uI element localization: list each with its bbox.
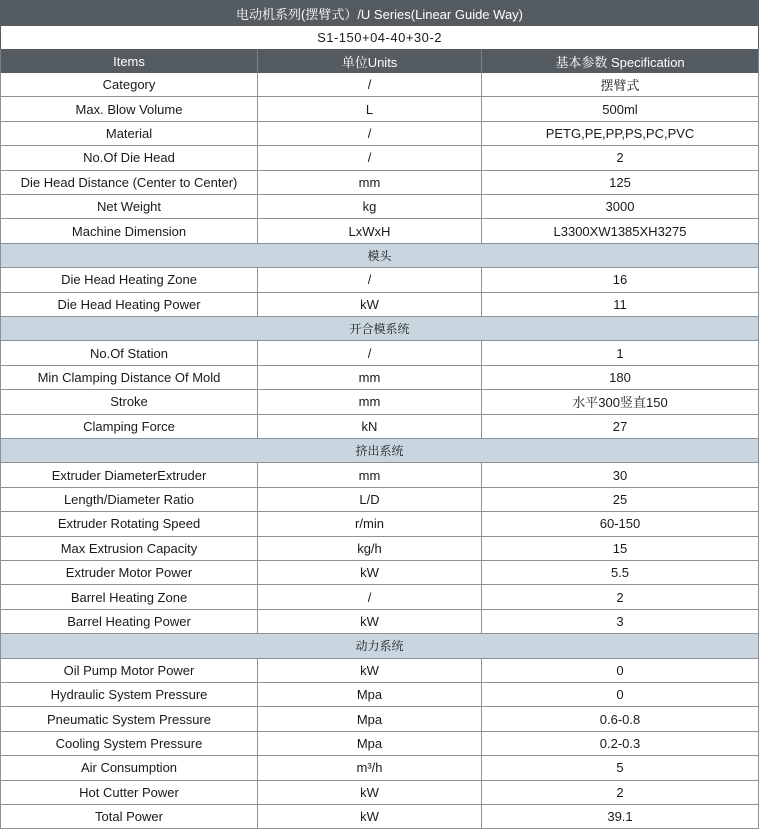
item-cell: Extruder DiameterExtruder [0, 463, 258, 486]
table-row [0, 171, 759, 195]
spec-value-cell: 25 [482, 488, 759, 511]
spec-value-cell: 0.2-0.3 [482, 732, 759, 755]
table-row [0, 707, 759, 731]
table-row [0, 341, 759, 365]
spec-value-cell: 水平300竖直150 [482, 390, 759, 413]
unit-cell: / [258, 585, 482, 608]
model-code: S1-150+04-40+30-2 [317, 30, 442, 45]
unit-cell: kW [258, 805, 482, 828]
table-row [0, 537, 759, 561]
unit-cell: kg [258, 195, 482, 218]
table-row [0, 463, 759, 487]
item-cell: Extruder Rotating Speed [0, 512, 258, 535]
unit-cell: kg/h [258, 537, 482, 560]
unit-cell: / [258, 341, 482, 364]
unit-cell: mm [258, 390, 482, 413]
spec-value-cell: 0.6-0.8 [482, 707, 759, 730]
table-row [0, 268, 759, 292]
table-row [0, 659, 759, 683]
unit-cell: / [258, 268, 482, 291]
unit-cell: kW [258, 610, 482, 633]
table-row [0, 610, 759, 634]
model-row [0, 26, 759, 49]
spec-value-cell: 39.1 [482, 805, 759, 828]
section-header-row [0, 244, 759, 268]
unit-cell: / [258, 146, 482, 169]
table-row [0, 683, 759, 707]
table-row [0, 488, 759, 512]
table-row [0, 366, 759, 390]
header-units: 单位Units [258, 49, 482, 73]
section-title: 开合模系统 [0, 317, 759, 340]
spec-value-cell: 60-150 [482, 512, 759, 535]
spec-value-cell: PETG,PE,PP,PS,PC,PVC [482, 122, 759, 145]
unit-cell: kW [258, 781, 482, 804]
unit-cell: kW [258, 293, 482, 316]
header-spec: 基本参数 Specification [482, 49, 759, 73]
item-cell: Hydraulic System Pressure [0, 683, 258, 706]
table-row [0, 561, 759, 585]
table-row [0, 781, 759, 805]
item-cell: Machine Dimension [0, 219, 258, 242]
unit-cell: Mpa [258, 683, 482, 706]
item-cell: Die Head Heating Power [0, 293, 258, 316]
spec-value-cell: 30 [482, 463, 759, 486]
spec-value-cell: 2 [482, 146, 759, 169]
section-title: 挤出系统 [0, 439, 759, 462]
spec-value-cell: L3300XW1385XH3275 [482, 219, 759, 242]
table-row [0, 512, 759, 536]
unit-cell: r/min [258, 512, 482, 535]
item-cell: Clamping Force [0, 415, 258, 438]
item-cell: No.Of Die Head [0, 146, 258, 169]
spec-value-cell: 16 [482, 268, 759, 291]
column-header-row [0, 49, 759, 73]
unit-cell: LxWxH [258, 219, 482, 242]
item-cell: Length/Diameter Ratio [0, 488, 258, 511]
spec-value-cell: 3000 [482, 195, 759, 218]
item-cell: Extruder Motor Power [0, 561, 258, 584]
item-cell: Hot Cutter Power [0, 781, 258, 804]
item-cell: Min Clamping Distance Of Mold [0, 366, 258, 389]
unit-cell: L [258, 97, 482, 120]
table-row [0, 390, 759, 414]
spec-value-cell: 0 [482, 659, 759, 682]
table-row [0, 756, 759, 780]
item-cell: Die Head Heating Zone [0, 268, 258, 291]
unit-cell: Mpa [258, 707, 482, 730]
unit-cell: mm [258, 366, 482, 389]
item-cell: Air Consumption [0, 756, 258, 779]
section-title: 动力系统 [0, 634, 759, 657]
spec-value-cell: 2 [482, 585, 759, 608]
item-cell: Max Extrusion Capacity [0, 537, 258, 560]
unit-cell: / [258, 122, 482, 145]
item-cell: Barrel Heating Power [0, 610, 258, 633]
spec-value-cell: 11 [482, 293, 759, 316]
spec-value-cell: 5.5 [482, 561, 759, 584]
spec-value-cell: 125 [482, 171, 759, 194]
spec-value-cell: 1 [482, 341, 759, 364]
item-cell: Barrel Heating Zone [0, 585, 258, 608]
spec-value-cell: 5 [482, 756, 759, 779]
table-row [0, 195, 759, 219]
spec-value-cell: 27 [482, 415, 759, 438]
unit-cell: mm [258, 171, 482, 194]
unit-cell: kW [258, 561, 482, 584]
section-header-row [0, 439, 759, 463]
unit-cell: L/D [258, 488, 482, 511]
section-header-row [0, 634, 759, 658]
table-row [0, 805, 759, 829]
table-row [0, 146, 759, 170]
section-header-row [0, 317, 759, 341]
table-row [0, 585, 759, 609]
unit-cell: mm [258, 463, 482, 486]
section-title: 模头 [0, 244, 759, 267]
table-row [0, 122, 759, 146]
item-cell: Material [0, 122, 258, 145]
item-cell: Total Power [0, 805, 258, 828]
unit-cell: kN [258, 415, 482, 438]
unit-cell: kW [258, 659, 482, 682]
unit-cell: m³/h [258, 756, 482, 779]
item-cell: No.Of Station [0, 341, 258, 364]
spec-value-cell: 3 [482, 610, 759, 633]
table-row [0, 219, 759, 243]
spec-value-cell: 500ml [482, 97, 759, 120]
item-cell: Die Head Distance (Center to Center) [0, 171, 258, 194]
item-cell: Oil Pump Motor Power [0, 659, 258, 682]
item-cell: Net Weight [0, 195, 258, 218]
header-items: Items [0, 49, 258, 73]
table-title-row [0, 0, 759, 26]
item-cell: Category [0, 73, 258, 96]
table-row [0, 732, 759, 756]
table-title: 电动机系列(摆臂式）/U Series(Linear Guide Way) [235, 6, 524, 22]
table-row [0, 415, 759, 439]
item-cell: Pneumatic System Pressure [0, 707, 258, 730]
spec-value-cell: 15 [482, 537, 759, 560]
table-row [0, 293, 759, 317]
item-cell: Stroke [0, 390, 258, 413]
table-row [0, 73, 759, 97]
item-cell: Cooling System Pressure [0, 732, 258, 755]
unit-cell: Mpa [258, 732, 482, 755]
table-row [0, 97, 759, 121]
item-cell: Max. Blow Volume [0, 97, 258, 120]
spec-value-cell: 2 [482, 781, 759, 804]
unit-cell: / [258, 73, 482, 96]
spec-value-cell: 0 [482, 683, 759, 706]
spec-value-cell: 摆臂式 [482, 73, 759, 96]
spec-value-cell: 180 [482, 366, 759, 389]
